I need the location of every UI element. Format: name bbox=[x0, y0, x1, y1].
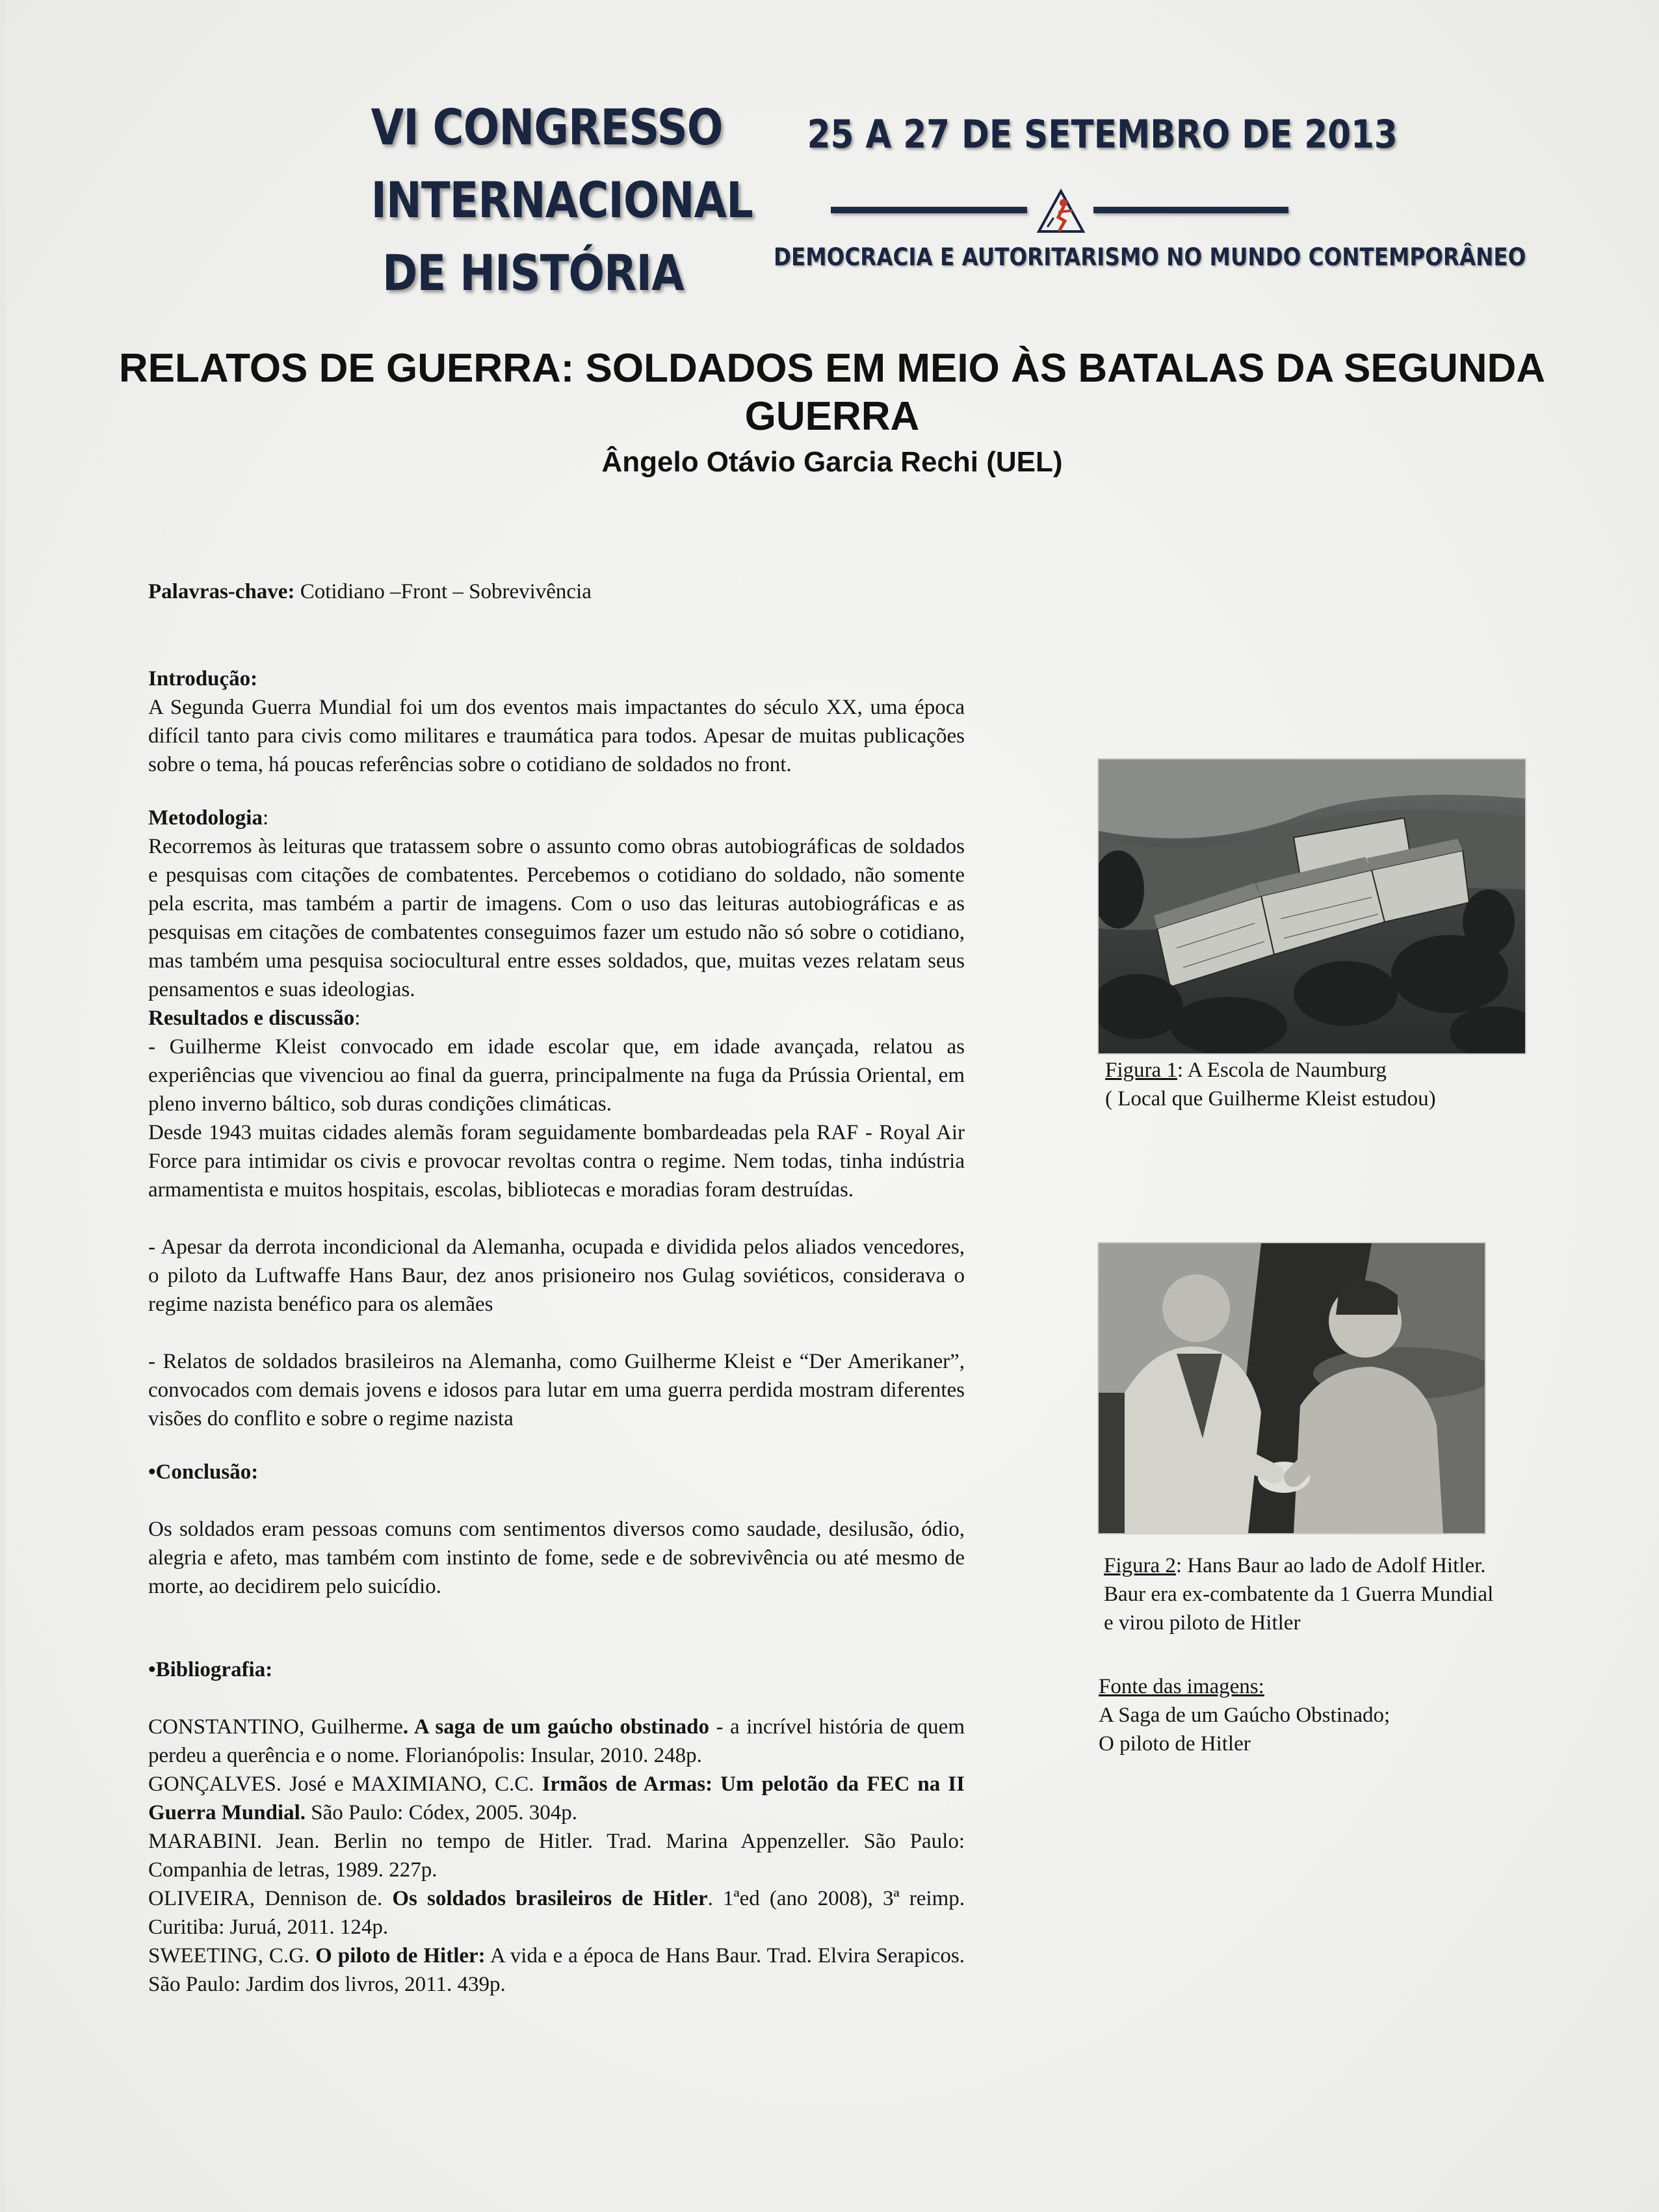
figure-1-caption: Figura 1: A Escola de Naumburg bbox=[1105, 1059, 1387, 1082]
metodologia-heading: Metodologia: bbox=[148, 806, 269, 830]
figure-1-school-photo bbox=[1099, 759, 1525, 1053]
title-line-1: RELATOS DE GUERRA: SOLDADOS EM MEIO ÀS BATALAS DA SEGUNDA bbox=[118, 346, 1546, 391]
logo-line-1: VI CONGRESSO bbox=[371, 98, 723, 156]
conclusao-heading: •Conclusão: bbox=[148, 1460, 259, 1484]
logo-line-2: INTERNACIONAL bbox=[371, 171, 753, 229]
image-source-1: A Saga de um Gaúcho Obstinado; bbox=[1099, 1704, 1391, 1727]
title-line-2: GUERRA bbox=[744, 394, 920, 439]
header-rule-right bbox=[1093, 207, 1288, 213]
bibliografia-heading: •Bibliografia: bbox=[148, 1658, 273, 1681]
congress-date: 25 A 27 DE SETEMBRO DE 2013 bbox=[807, 112, 1398, 157]
image-source-2: O piloto de Hitler bbox=[1099, 1732, 1251, 1756]
bib-ref-5: SWEETING, C.G. O piloto de Hitler: A vida e a época de Hans Baur. Trad. Elvira Serapicos. São Paulo: Jardim dos livros, 2011. 439p. bbox=[148, 1944, 965, 1996]
resultados-p1: - Guilherme Kleist convocado em idade escolar que, em idade avançada, relatou as experiências que vivenciou ao final da guerra, principalmente na fuga da Prússia Oriental, em pleno inverno báltico, sob duras condições climáticas. bbox=[148, 1035, 965, 1116]
keywords bbox=[148, 577, 965, 606]
header-rule-left bbox=[831, 207, 1027, 213]
congress-logo-text bbox=[371, 91, 753, 309]
author-name: Ângelo Otávio Garcia Rechi (UEL) bbox=[601, 446, 1063, 478]
keywords-value: Cotidiano –Front – Sobrevivência bbox=[294, 580, 592, 603]
congress-theme: DEMOCRACIA E AUTORITARISMO NO MUNDO CONTEMPORÂNEO bbox=[774, 243, 1526, 271]
resultados-p4: - Relatos de soldados brasileiros na Alemanha, como Guilherme Kleist e “Der Amerikaner”, convocados com demais jovens e idosos para lutar em uma guerra perdida mostram diferentes visões do conflito e sobre o regime nazista bbox=[148, 1350, 965, 1430]
figure-2-caption: Figura 2: Hans Baur ao lado de Adolf Hitler. bbox=[1104, 1554, 1486, 1577]
bib-ref-4: OLIVEIRA, Dennison de. Os soldados brasileiros de Hitler. 1ªed (ano 2008), 3ª reimp. Curitiba: Juruá, 2011. 124p. bbox=[148, 1887, 965, 1939]
resultados-heading: Resultados e discussão: bbox=[148, 1007, 361, 1030]
bib-ref-2: GONÇALVES. José e MAXIMIANO, C.C. Irmãos de Armas: Um pelotão da FEC na II Guerra Mundial. São Paulo: Códex, 2005. 304p. bbox=[148, 1772, 965, 1824]
poster-title bbox=[85, 345, 1580, 441]
bib-ref-3: MARABINI. Jean. Berlin no tempo de Hitler. Trad. Marina Appenzeller. São Paulo: Companhia de letras, 1989. 227p. bbox=[148, 1830, 965, 1882]
figure-2-handshake-photo bbox=[1099, 1243, 1485, 1533]
logo-line-3: DE HISTÓRIA bbox=[382, 244, 684, 302]
figure-2-caption-line-3: e virou piloto de Hitler bbox=[1104, 1611, 1301, 1635]
congress-emblem-icon bbox=[1034, 189, 1088, 235]
binding-edge bbox=[0, 0, 5, 2212]
metodologia-text: Recorremos às leituras que tratassem sobre o assunto como obras autobiográficas de soldados e pesquisas com citações de combatentes. Percebemos o cotidiano do soldado, não somente pela escrita, mas também a partir de imagens. Com o uso das leituras autobiográficas e as pesquisas em citações de combatentes conseguimos fazer um estudo não só sobre o cotidiano, mas também uma pesquisa sociocultural entre esses soldados, que, muitas vezes relatam seus pensamentos e suas ideologias. bbox=[148, 835, 965, 1001]
bib-ref-1: CONSTANTINO, Guilherme. A saga de um gaúcho obstinado - a incrível história de quem perdeu a querência e o nome. Florianópolis: Insular, 2010. 248p. bbox=[148, 1715, 965, 1767]
figure-1-caption-line-2: ( Local que Guilherme Kleist estudou) bbox=[1105, 1087, 1436, 1111]
conclusao-text: Os soldados eram pessoas comuns com sentimentos diversos como saudade, desilusão, ódio, alegria e afeto, mas também com instinto de fome, sede e de sobrevivência ou até mesmo de morte, ao decidirem pelo suicídio. bbox=[148, 1518, 965, 1598]
resultados-p3: - Apesar da derrota incondicional da Alemanha, ocupada e dividida pelos aliados vencedores, o piloto da Luftwaffe Hans Baur, dez anos prisioneiro nos Gulag soviéticos, considerava o regime nazista benéfico para os alemães bbox=[148, 1235, 965, 1316]
intro-heading: Introdução: bbox=[148, 667, 258, 691]
figure-2-caption-line-2: Baur era ex-combatente da 1 Guerra Mundial bbox=[1104, 1583, 1494, 1606]
image-sources-label: Fonte das imagens: bbox=[1099, 1675, 1264, 1698]
intro-text: A Segunda Guerra Mundial foi um dos eventos mais impactantes do século XX, uma época difícil tanto para civis como militares e traumática para todos. Apesar de muitas publicações sobre o tema, há poucas referências sobre o cotidiano de soldados no front. bbox=[148, 696, 965, 776]
resultados-p2: Desde 1943 muitas cidades alemãs foram seguidamente bombardeadas pela RAF - Royal Air Force para intimidar os civis e provocar revoltas contra o regime. Nem todas, tinha indústria armamentista e muitos hospitais, escolas, bibliotecas e moradias foram destruídas. bbox=[148, 1121, 965, 1202]
keywords-label: Palavras-chave: bbox=[148, 580, 295, 603]
